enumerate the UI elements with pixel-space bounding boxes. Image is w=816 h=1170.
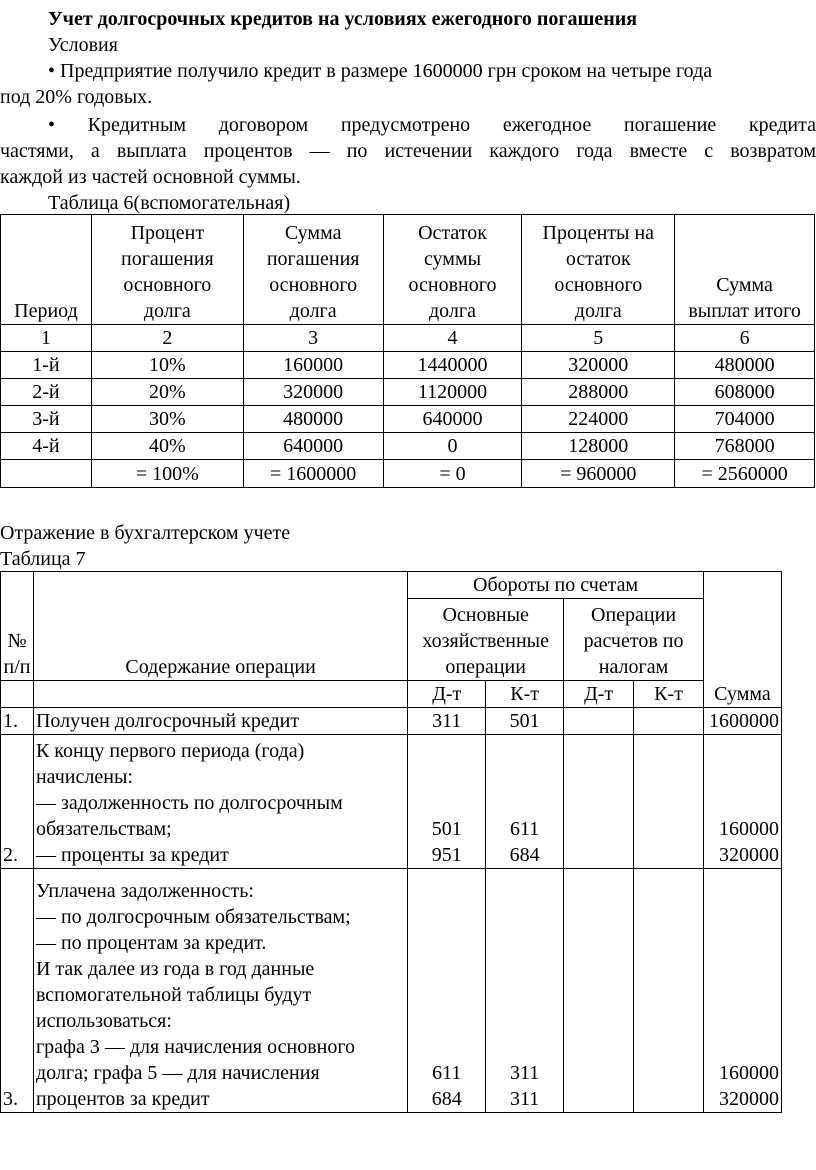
table7-row-kt: 311 311 bbox=[486, 869, 564, 1113]
table6-cell: 4 bbox=[383, 325, 522, 352]
table6-row bbox=[1, 433, 815, 460]
table7-header-kt2: К-т bbox=[634, 681, 704, 708]
table6-cell: 5 bbox=[522, 325, 675, 352]
table6-header-percent: Процент погашения основного долга bbox=[91, 215, 243, 325]
table6-cell bbox=[1, 460, 92, 488]
table6-cell: 0 bbox=[383, 433, 522, 460]
accounting-label: Отражение в бухгалтерском учете bbox=[0, 522, 291, 544]
table6 bbox=[0, 214, 815, 488]
table6-cell: 320000 bbox=[243, 379, 383, 406]
table7-caption: Таблица 7 bbox=[0, 548, 86, 570]
table6-cell: 1 bbox=[1, 325, 92, 352]
table6-header-total: Сумма выплат итого bbox=[675, 215, 815, 325]
table7-row-kt2 bbox=[634, 708, 704, 735]
table7-row-dt2 bbox=[564, 869, 634, 1113]
table6-header-period: Период bbox=[1, 215, 92, 325]
table7-row-num: 1. bbox=[1, 708, 34, 735]
table7-row-dt2 bbox=[564, 708, 634, 735]
table7-row bbox=[1, 708, 782, 735]
table6-caption: Таблица 6(вспомогательная) bbox=[48, 192, 291, 214]
table6-row bbox=[1, 406, 815, 433]
table7-row-kt2 bbox=[634, 735, 704, 869]
table7-row bbox=[1, 869, 782, 1113]
table6-cell: 1440000 bbox=[383, 352, 522, 379]
table7-row-num: 3. bbox=[1, 869, 34, 1113]
table7-row-content: Получен долгосрочный кредит bbox=[33, 708, 407, 735]
table6-header-row bbox=[1, 215, 815, 325]
table7-row-sum: 160000 320000 bbox=[703, 735, 781, 869]
table6-row bbox=[1, 352, 815, 379]
table7-header-sum: Сумма bbox=[703, 572, 781, 708]
table7-header-content: Содержание операции bbox=[33, 572, 407, 681]
table7-header-kt: К-т bbox=[486, 681, 564, 708]
table6-cell: 640000 bbox=[243, 433, 383, 460]
table7 bbox=[0, 571, 782, 1113]
table6-cell: 608000 bbox=[675, 379, 815, 406]
table6-cell: 1120000 bbox=[383, 379, 522, 406]
table6-cell: 320000 bbox=[522, 352, 675, 379]
table6-cell: 480000 bbox=[675, 352, 815, 379]
table6-cell: 6 bbox=[675, 325, 815, 352]
table6-header-interest: Проценты на остаток основного долга bbox=[522, 215, 675, 325]
bullet-2-line-3: каждой из частей основной суммы. bbox=[0, 166, 301, 188]
table6-cell: 128000 bbox=[522, 433, 675, 460]
table6-cell: 30% bbox=[91, 406, 243, 433]
conditions-label: Условия bbox=[48, 34, 118, 56]
table6-total-row bbox=[1, 460, 815, 488]
table6-cell: 1-й bbox=[1, 352, 92, 379]
table6-cell: 2-й bbox=[1, 379, 92, 406]
table6-row bbox=[1, 379, 815, 406]
table6-cell: = 2560000 bbox=[675, 460, 815, 488]
table7-row-dt: 611 684 bbox=[408, 869, 486, 1113]
table7-row-dt: 501 951 bbox=[408, 735, 486, 869]
table7-row-sum: 1600000 bbox=[703, 708, 781, 735]
table6-cell: 704000 bbox=[675, 406, 815, 433]
table6-cell: = 960000 bbox=[522, 460, 675, 488]
table7-header-tax-ops: Операции расчетов по налогам bbox=[564, 599, 704, 681]
bullet-2-line-1: • Кредитным договором предусмотрено ежегодное погашение кредита bbox=[48, 114, 816, 136]
table6-cell: 224000 bbox=[522, 406, 675, 433]
table6-number-row bbox=[1, 325, 815, 352]
table7-header-dt: Д-т bbox=[408, 681, 486, 708]
table7-row-kt2 bbox=[634, 869, 704, 1113]
table6-cell: 2 bbox=[91, 325, 243, 352]
table7-row-dt2 bbox=[564, 735, 634, 869]
table6-cell: 40% bbox=[91, 433, 243, 460]
table6-cell: = 100% bbox=[91, 460, 243, 488]
table7-row-kt: 501 bbox=[486, 708, 564, 735]
bullet-1-line-1: • Предприятие получило кредит в размере 1600000 грн сроком на четыре года bbox=[48, 60, 713, 82]
bullet-2-line-2: частями, а выплата процентов — по истечении каждого года вместе с возвратом bbox=[0, 140, 816, 162]
table7-row-sum: 160000 320000 bbox=[703, 869, 781, 1113]
table7-row bbox=[1, 735, 782, 869]
table7-header-content-cont bbox=[33, 681, 407, 708]
table7-row-kt: 611 684 bbox=[486, 735, 564, 869]
table7-row-content: К концу первого периода (года) начислены: — задолженность по долгосрочным обязательствам; — проценты за кредит bbox=[33, 735, 407, 869]
table7-header-num: № п/п bbox=[1, 572, 34, 681]
table6-header-payment: Сумма погашения основного долга bbox=[243, 215, 383, 325]
table7-header-turnover: Обороты по счетам bbox=[408, 572, 704, 599]
table6-cell: = 1600000 bbox=[243, 460, 383, 488]
table6-cell: 20% bbox=[91, 379, 243, 406]
table6-cell: 480000 bbox=[243, 406, 383, 433]
table7-header-main-ops: Основные хозяйственные операции bbox=[408, 599, 564, 681]
table6-cell: 768000 bbox=[675, 433, 815, 460]
table6-cell: 160000 bbox=[243, 352, 383, 379]
table6-cell: = 0 bbox=[383, 460, 522, 488]
table7-header-row-3 bbox=[1, 681, 782, 708]
bullet-1-line-2: под 20% годовых. bbox=[0, 86, 153, 108]
table6-header-remainder: Остаток суммы основного долга bbox=[383, 215, 522, 325]
table7-row-num: 2. bbox=[1, 735, 34, 869]
table7-header-dt2: Д-т bbox=[564, 681, 634, 708]
page-title: Учет долгосрочных кредитов на условиях ежегодного погашения bbox=[48, 8, 638, 30]
table6-cell: 3 bbox=[243, 325, 383, 352]
table6-cell: 10% bbox=[91, 352, 243, 379]
table6-cell: 3-й bbox=[1, 406, 92, 433]
table7-row-dt: 311 bbox=[408, 708, 486, 735]
table6-cell: 640000 bbox=[383, 406, 522, 433]
table7-header-num-cont bbox=[1, 681, 34, 708]
table7-row-content: Уплачена задолженность: — по долгосрочным обязательствам; — по процентам за кредит. И так далее из года в год данные вспомогательной таблицы будут использоваться: графа 3 — для начисления основного долга; графа 5 — для начисления процентов за кредит bbox=[33, 869, 407, 1113]
table6-cell: 4-й bbox=[1, 433, 92, 460]
table7-header-row-1 bbox=[1, 572, 782, 599]
table6-cell: 288000 bbox=[522, 379, 675, 406]
